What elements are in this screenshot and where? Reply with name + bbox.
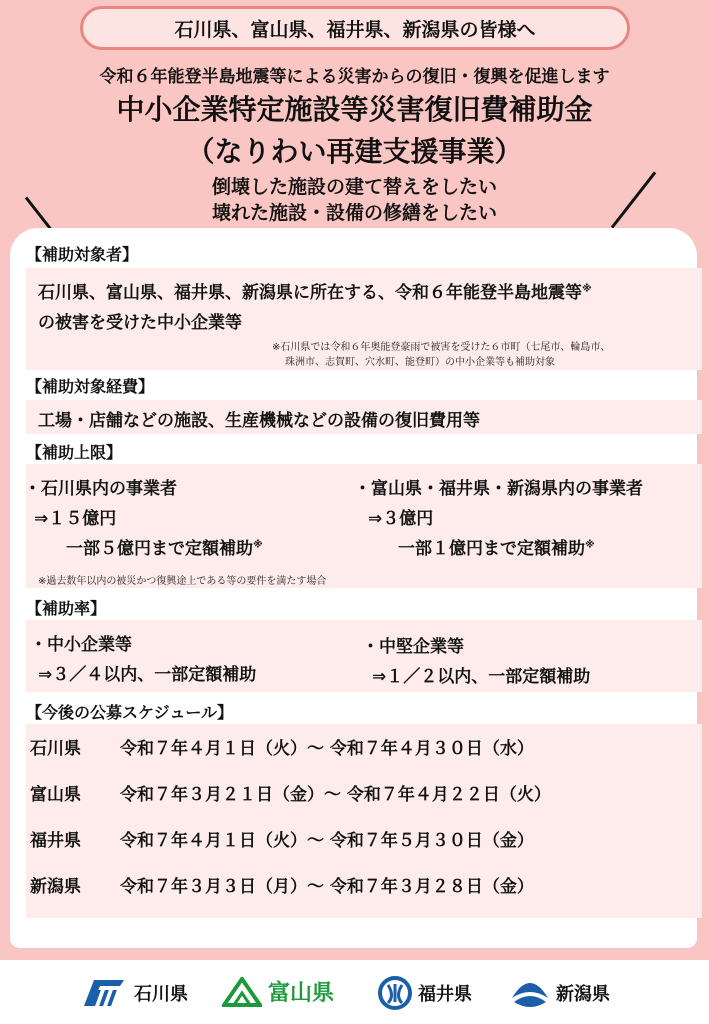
subheading: 令和６年能登半島地震等による災害からの復旧・復興を促進します xyxy=(99,67,610,87)
limit-left-amount: ⇒１５億円 xyxy=(34,509,117,529)
target-label: 【補助対象者】 xyxy=(26,245,139,264)
fukui-logo xyxy=(378,976,472,1010)
target-note-1: ※石川県では令和６年奥能登豪雨で被害を受けた６市町（七尾市、輪島市、 xyxy=(272,342,611,353)
audience-pill xyxy=(80,6,630,50)
rate-right-title: ・中堅企業等 xyxy=(362,637,464,657)
ishikawa-name: 石川県 xyxy=(134,984,188,1005)
schedule-period: 令和７年３月２１日（金）～ 令和７年４月２２日（火） xyxy=(120,785,551,805)
schedule-pref: 石川県 xyxy=(30,739,81,759)
page-title: 中小企業特定施設等災害復旧費補助金 xyxy=(116,93,593,126)
schedule-label: 【今後の公募スケジュール】 xyxy=(26,703,234,722)
niigata-icon xyxy=(510,976,550,1010)
target-mark: ※ xyxy=(582,283,592,295)
limit-left-title: ・石川県内の事業者 xyxy=(24,479,177,499)
toyama-name: 富山県 xyxy=(268,981,335,1006)
limit-note: ※過去数年以内の被災かつ復興途上である等の要件を満たす場合 xyxy=(38,576,327,587)
footer-logos xyxy=(0,962,709,1024)
limit-right-partial: 一部１億円まで定額補助※ xyxy=(398,539,595,559)
ishikawa-icon xyxy=(80,976,128,1010)
schedule-row xyxy=(30,734,534,759)
toyama-icon xyxy=(222,977,262,1007)
schedule-row xyxy=(30,872,534,897)
rate-left-title: ・中小企業等 xyxy=(30,635,132,655)
limit-left-partial: 一部５億円まで定額補助※ xyxy=(66,539,263,559)
schedule-row xyxy=(30,780,551,805)
page-subtitle: （なりわい再建支援事業） xyxy=(186,135,523,168)
rate-right-value: ⇒１／２以内、一部定額補助 xyxy=(372,667,591,687)
limit-label: 【補助上限】 xyxy=(26,443,123,462)
expenses-label: 【補助対象経費】 xyxy=(26,377,155,396)
audience-text: 石川県、富山県、福井県、新潟県の皆様へ xyxy=(174,18,536,41)
target-line-1: 石川県、富山県、福井県、新潟県に所在する、令和６年能登半島地震等※ xyxy=(38,283,592,303)
toyama-logo xyxy=(222,976,334,1007)
tagline-2: 壊れた施設・設備の修繕をしたい xyxy=(211,202,497,224)
target-note-2: 珠洲市、志賀町、穴水町、能登町）の中小企業等も補助対象 xyxy=(285,357,555,368)
fukui-icon xyxy=(378,976,412,1010)
schedule-period: 令和７年３月３日（月）～ 令和７年３月２８日（金） xyxy=(120,877,534,897)
tagline-1: 倒壊した施設の建て替えをしたい xyxy=(211,176,497,198)
content-panel xyxy=(10,228,697,948)
rate-label: 【補助率】 xyxy=(26,599,107,618)
schedule-period: 令和７年４月１日（火）～ 令和７年４月３０日（水） xyxy=(120,739,534,759)
schedule-pref: 福井県 xyxy=(30,831,81,851)
fukui-name: 福井県 xyxy=(418,984,472,1005)
schedule-pref: 富山県 xyxy=(30,785,81,805)
schedule-row xyxy=(30,826,534,851)
schedule-period: 令和７年４月１日（火）～ 令和７年５月３０日（金） xyxy=(120,831,534,851)
target-line-2: の被害を受けた中小企業等 xyxy=(38,313,242,333)
schedule-pref: 新潟県 xyxy=(30,877,81,897)
limit-right-title: ・富山県・福井県・新潟県内の事業者 xyxy=(354,479,643,499)
rate-left-value: ⇒３／４以内、一部定額補助 xyxy=(38,665,257,685)
limit-right-amount: ⇒３億円 xyxy=(368,509,434,529)
niigata-logo xyxy=(510,976,610,1010)
expenses-text: 工場・店舗などの施設、生産機械などの設備の復旧費用等 xyxy=(38,411,480,431)
ishikawa-logo xyxy=(80,976,188,1010)
niigata-name: 新潟県 xyxy=(556,984,610,1005)
